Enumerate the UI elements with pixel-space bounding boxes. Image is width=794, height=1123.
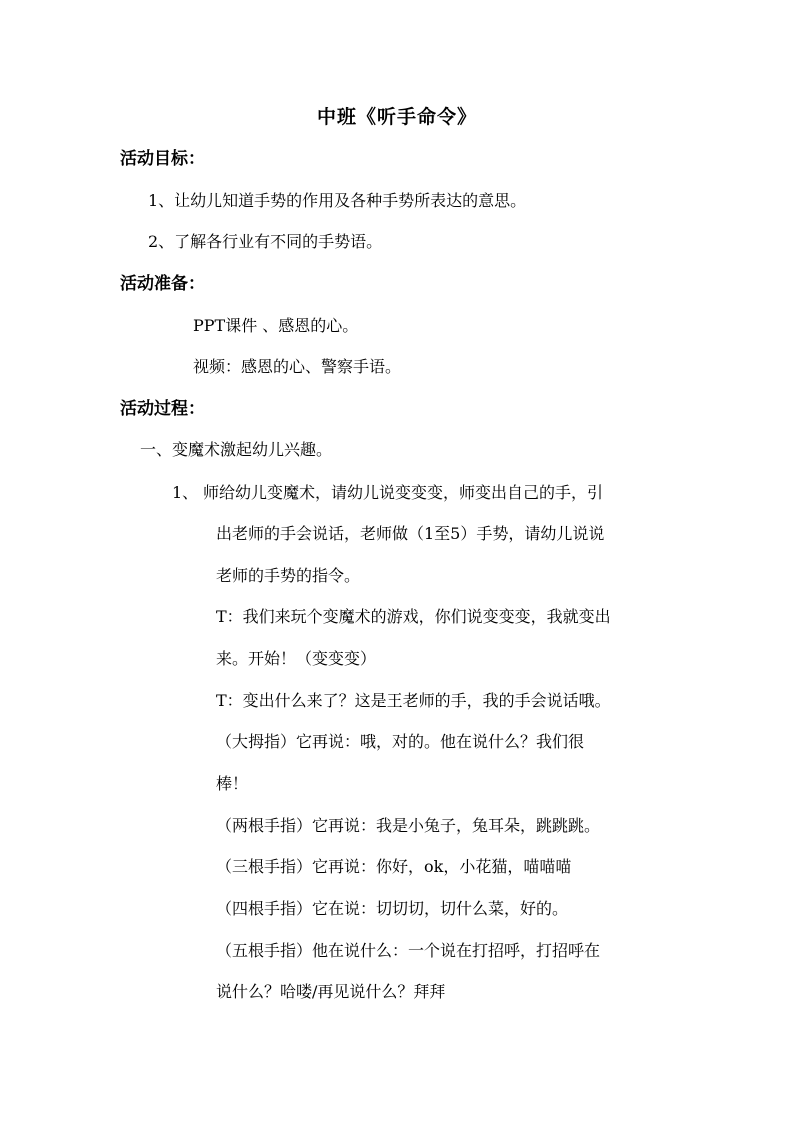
document-title: 中班《听手命令》 [316, 106, 477, 128]
step-line: 师给幼儿变魔术，请幼儿说变变变，师变出自己的手，引 [203, 483, 604, 502]
dialogue-line: （四根手指）它在说：切切切，切什么菜，好的。 [216, 899, 569, 918]
goal-item: 1、让幼儿知道手势的作用及各种手势所表达的意思。 [148, 191, 527, 210]
process-heading: 活动过程： [120, 399, 205, 419]
dialogue-line: T：变出什么来了？这是王老师的手，我的手会说话哦。 [216, 691, 611, 710]
dialogue-line: 说什么？哈喽/再见说什么？拜拜 [216, 982, 446, 1001]
dialogue-line: （大拇指）它再说：哦，对的。他在说什么？我们很 [216, 732, 585, 751]
step-marker: 1、 [172, 483, 199, 502]
process-section-title: 一、变魔术激起幼儿兴趣。 [140, 440, 333, 459]
step-line: 老师的手势的指令。 [216, 566, 361, 585]
goal-item: 2、了解各行业有不同的手势语。 [148, 232, 383, 251]
dialogue-line: T：我们来玩个变魔术的游戏，你们说变变变，我就变出 [216, 607, 611, 626]
dialogue-line: （五根手指）他在说什么：一个说在打招呼，打招呼在 [216, 941, 601, 960]
preparation-item: 视频：感恩的心、警察手语。 [193, 357, 402, 376]
dialogue-line: 来。开始！（变变变） [216, 649, 377, 668]
dialogue-line: 棒！ [216, 774, 249, 793]
preparation-item: PPT课件 、感恩的心。 [193, 316, 359, 335]
step-line: 出老师的手会说话，老师做（1至5）手势，请幼儿说说 [216, 524, 605, 543]
preparation-heading: 活动准备： [120, 274, 205, 294]
dialogue-line: （两根手指）它再说：我是小兔子，兔耳朵，跳跳跳。 [216, 816, 601, 835]
goals-heading: 活动目标： [120, 149, 205, 169]
dialogue-line: （三根手指）它再说：你好，ok，小花猫，喵喵喵 [216, 857, 572, 876]
